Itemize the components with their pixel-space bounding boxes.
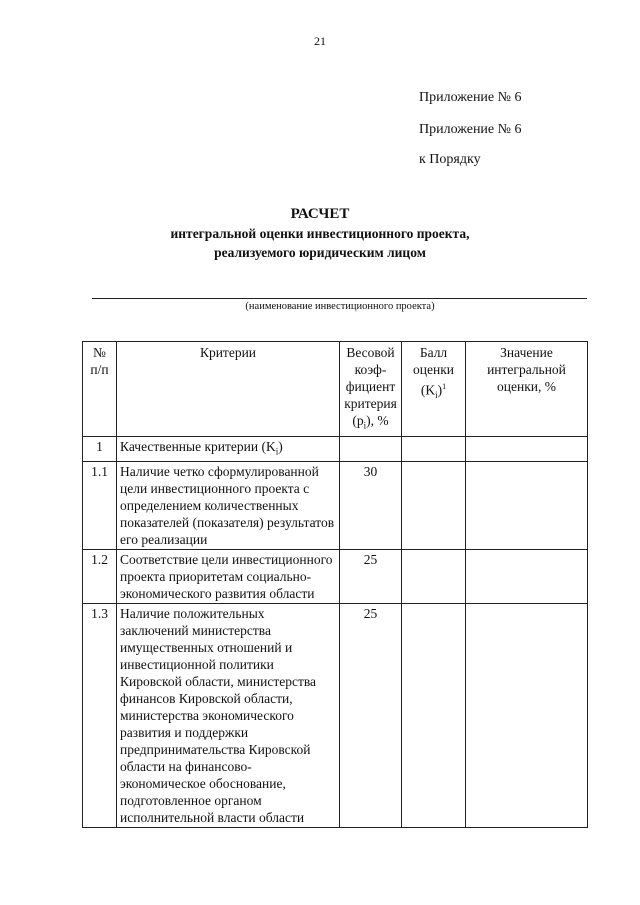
row-value <box>466 436 588 462</box>
row-weight <box>340 436 402 462</box>
header-weight-tail: ), % <box>366 413 389 428</box>
table-row <box>83 436 588 462</box>
header-weight-text: Весовой коэф-фициент критерия (p <box>344 345 397 428</box>
header-score <box>402 342 466 437</box>
criteria-table <box>82 341 588 828</box>
appendix-line-3: к Порядку <box>419 152 481 167</box>
header-weight-sub: i <box>363 420 367 431</box>
row-criteria: Наличие положительных заключений министерства имущественных отношений и инвестиционной политики Кировской области, министерства финансов Кировской области, министерства экономического развития и поддержки предпринимательства Кировской области на финансово-экономическое обоснование, подготовленное органом исполнительной власти области <box>117 604 340 828</box>
header-num: № п/п <box>83 342 117 437</box>
row-criteria-text: Качественные критерии (K <box>120 438 276 454</box>
header-score-text: Балл оценки (K <box>413 345 454 398</box>
header-score-tail: ) <box>437 382 443 398</box>
table-row <box>83 462 588 550</box>
row-criteria: Наличие четко сформулированной цели инвестиционного проекта с определением количественных показателей (показателя) результатов его реализации <box>117 462 340 550</box>
row-criteria-tail: ) <box>278 438 283 454</box>
table-header-row <box>83 342 588 437</box>
header-score-sub: i <box>435 390 438 401</box>
table-row <box>83 550 588 604</box>
row-weight: 25 <box>340 550 402 604</box>
row-num: 1 <box>83 436 117 462</box>
title-line-3: реализуемого юридическим лицом <box>214 245 426 260</box>
table-row <box>83 604 588 828</box>
row-num: 1.3 <box>83 604 117 828</box>
title-heading: РАСЧЕТ <box>290 206 350 222</box>
appendix-line-1: Приложение № 6 <box>419 90 522 105</box>
header-value: Значение интегральной оценки, % <box>466 342 588 437</box>
row-score <box>402 462 466 550</box>
row-num: 1.1 <box>83 462 117 550</box>
header-criteria: Критерии <box>117 342 340 437</box>
appendix-line-2: Приложение № 6 <box>419 122 522 137</box>
row-score <box>402 550 466 604</box>
row-value <box>466 604 588 828</box>
row-num: 1.2 <box>83 550 117 604</box>
row-score <box>402 604 466 828</box>
row-score <box>402 436 466 462</box>
row-criteria-sub: i <box>275 446 279 457</box>
document-title <box>0 204 640 262</box>
row-weight: 25 <box>340 604 402 828</box>
row-criteria: Соответствие цели инвестиционного проекта приоритетам социально-экономического развития области <box>117 550 340 604</box>
project-name-caption: (наименование инвестиционного проекта) <box>245 301 435 312</box>
title-line-2: интегральной оценки инвестиционного проекта, <box>170 226 470 241</box>
row-weight: 30 <box>340 462 402 550</box>
header-weight <box>340 342 402 437</box>
page-number: 21 <box>314 34 326 48</box>
row-criteria <box>117 436 340 462</box>
row-value <box>466 462 588 550</box>
header-score-footnote: 1 <box>442 382 447 391</box>
project-name-line <box>92 298 587 299</box>
row-value <box>466 550 588 604</box>
